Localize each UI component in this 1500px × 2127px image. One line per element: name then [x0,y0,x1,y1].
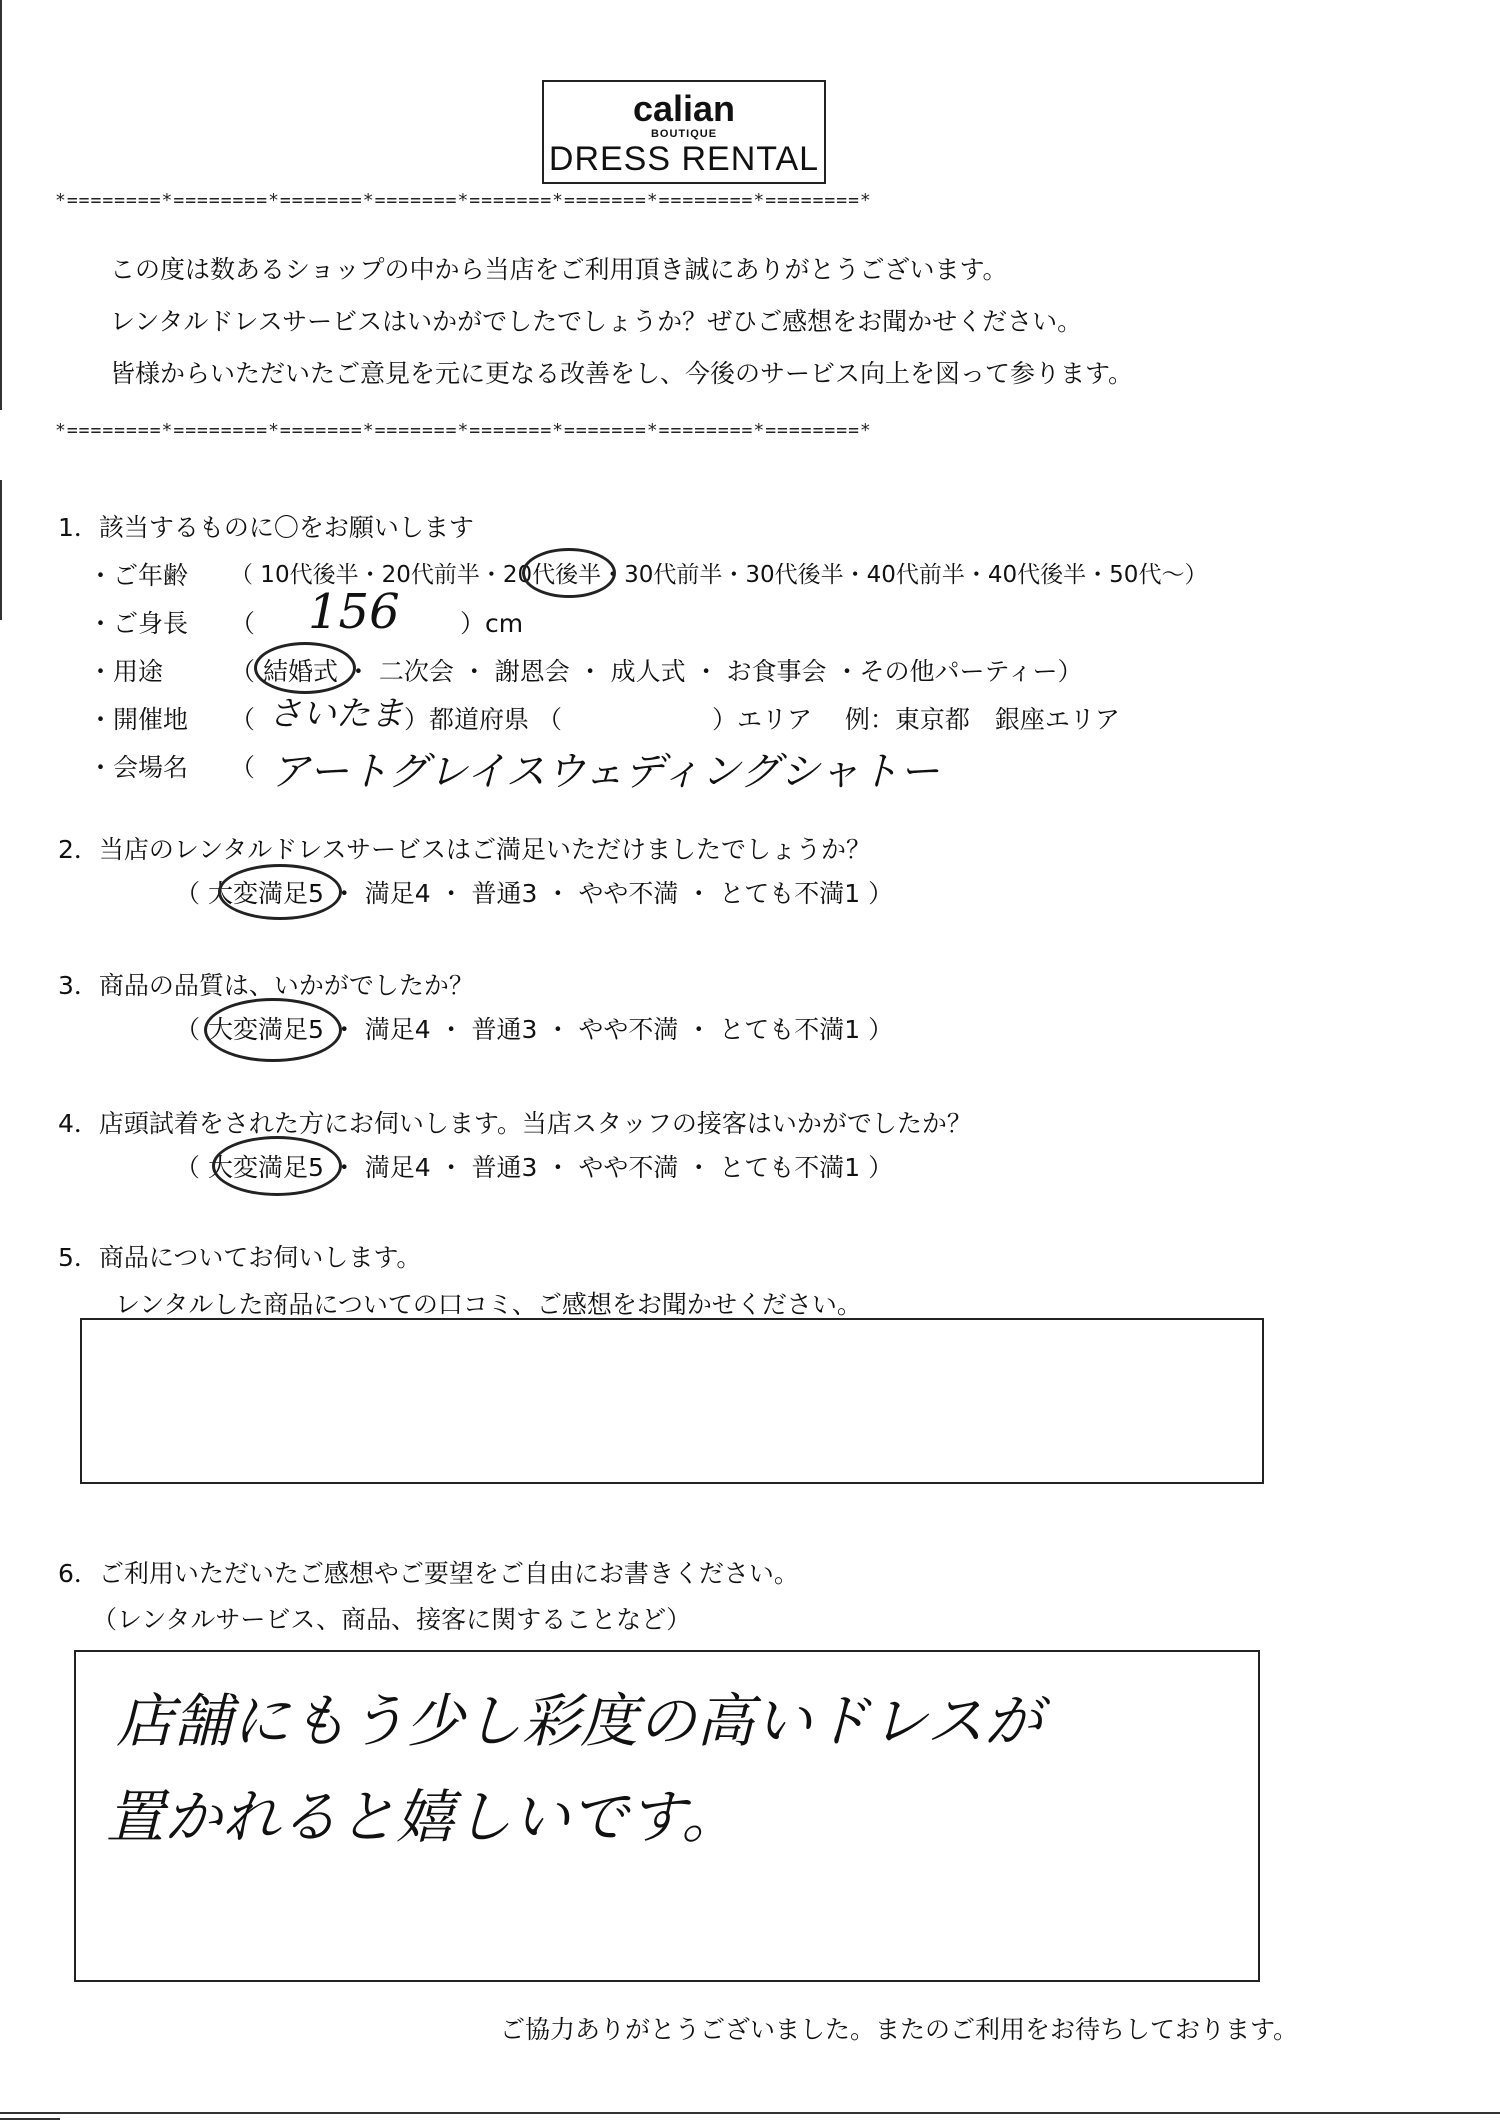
q5-sub: レンタルした商品についての口コミ、ご感想をお聞かせください。 [115,1290,862,1319]
scan-edge-line [0,480,2,620]
venue-label: ・会場名 [88,753,189,782]
q1-title: 1．該当するものに〇をお願いします [58,513,474,542]
intro-line: レンタルドレスサービスはいかがでしたでしょうか？ぜひご感想をお聞かせください。 [110,307,1083,336]
height-label: ・ご身長 [88,609,189,638]
intro-line: この度は数あるショップの中から当店をご利用頂き誠にありがとうございます。 [110,255,1008,284]
purpose-options: （ 結婚式 ・ 二次会 ・ 謝恩会 ・ 成人式 ・ お食事会 ・その他パーティー） [230,657,1083,686]
logo-main: DRESS RENTAL [548,140,820,178]
location-label: ・開催地 [88,705,189,734]
height-open: （ [230,609,256,638]
selection-circle [204,998,342,1062]
venue-value[interactable]: アートグレイスウェディングシャトー [270,749,940,795]
intro-line: 皆様からいただいたご意見を元に更なる改善をし、今後のサービス向上を図って参ります。 [110,359,1134,388]
closing-message: ご協力ありがとうございました。またのご利用をお待ちしております。 [500,2015,1299,2044]
q3-title: 3．商品の品質は、いかがでしたか？ [58,971,474,1000]
height-value[interactable]: 156 [308,584,400,640]
logo [542,80,826,184]
selection-circle [522,548,616,598]
location-rest: ）都道府県 （ ）エリア 例：東京都 銀座エリア [404,705,1120,734]
logo-sub: BOUTIQUE [650,128,718,140]
bottom-rule [0,2118,60,2120]
q4-rating-options: （ 大変満足5 ・ 満足4 ・ 普通3 ・ やや不満 ・ とても不満1 ） [175,1153,894,1182]
q2-rating-options: （ 大変満足5 ・ 満足4 ・ 普通3 ・ やや不満 ・ とても不満1 ） [175,879,894,908]
age-options: （ 10代後半・20代前半・20代後半・30代前半・30代後半・40代前半・40代後半・50代〜） [230,562,1208,588]
age-label: ・ご年齢 [88,561,189,590]
q6-answer-box[interactable] [74,1650,1260,1982]
scan-edge-line [0,0,2,410]
logo-brand: calian [632,88,736,129]
q6-answer-line: 置かれると嬉しいです。 [106,1783,740,1851]
divider-bottom: *========*========*=======*=======*=======*=======*========*========* [55,420,872,441]
selection-circle [212,1136,342,1196]
q5-answer-box[interactable] [80,1318,1264,1484]
q5-title: 5．商品についてお伺いします。 [58,1243,422,1272]
q3-rating-options: （ 大変満足5 ・ 満足4 ・ 普通3 ・ やや不満 ・ とても不満1 ） [175,1015,894,1044]
venue-open: （ [230,753,256,782]
location-open: （ [230,705,256,734]
height-close: ）cm [460,609,524,638]
divider-top: *========*========*=======*=======*=======*=======*========*========* [55,190,872,211]
purpose-label: ・用途 [88,657,164,686]
bottom-rule [0,2112,1500,2114]
q6-title: 6．ご利用いただいたご感想やご要望をご自由にお書きください。 [58,1559,799,1588]
q6-answer-line: 店舗にもう少し彩度の高いドレスが [116,1687,1043,1755]
q2-title: 2．当店のレンタルドレスサービスはご満足いただけましたでしょうか？ [58,835,872,864]
location-value[interactable]: さいたま [268,694,404,734]
selection-circle [218,864,342,920]
q6-sub: （レンタルサービス、商品、接客に関することなど） [92,1605,692,1634]
q4-title: 4．店頭試着をされた方にお伺いします。当店スタッフの接客はいかがでしたか？ [58,1109,972,1138]
